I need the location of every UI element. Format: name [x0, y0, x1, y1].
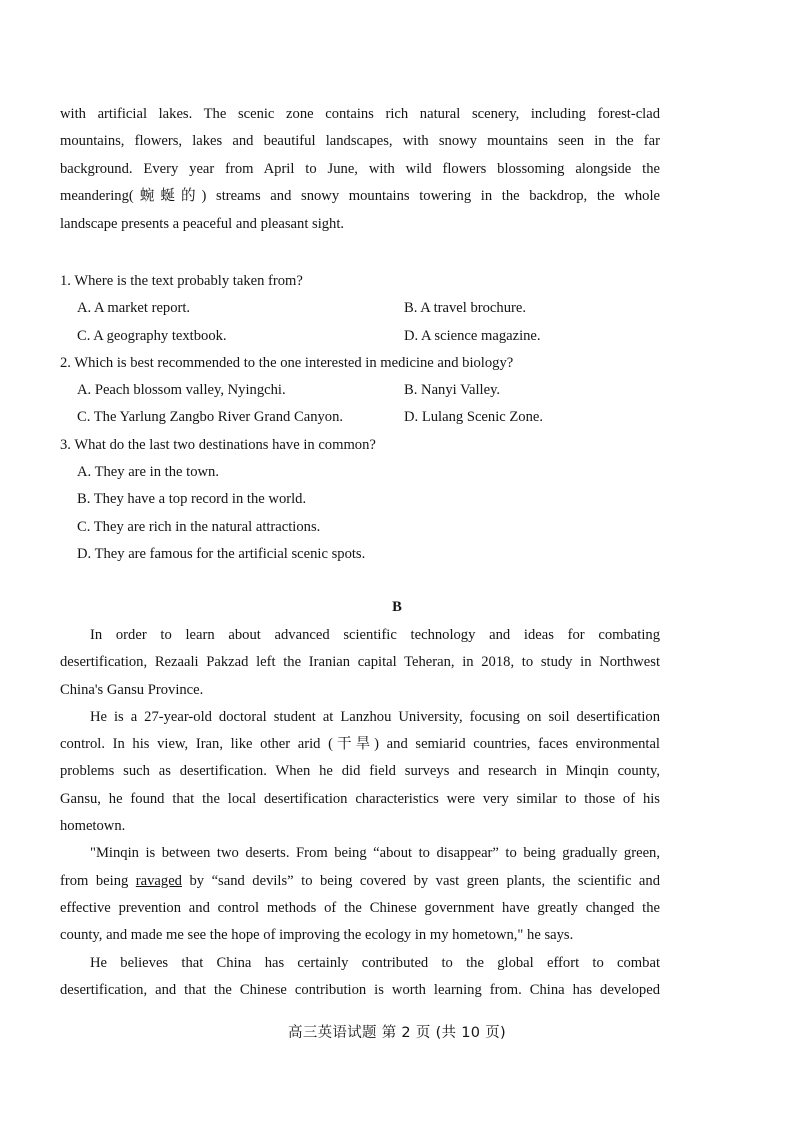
paragraph-line: county, and made me see the hope of improving the ecology in my hometown," he says.: [60, 927, 574, 944]
option-row: [60, 323, 700, 350]
paragraph-line: He is a 27-year-old doctoral student at Lanzhou University, focusing on soil desertification: [90, 708, 660, 725]
answer-option: B. Nanyi Valley.: [404, 382, 501, 399]
paragraph-line: control. In his view, Iran, like other arid (干旱) and semiarid countries, faces environmental: [60, 736, 660, 753]
passage-line: with artificial lakes. The scenic zone contains rich natural scenery, including forest-clad: [60, 106, 660, 122]
paragraph-line: desertification, and that the Chinese contribution is worth learning from. China has developed: [60, 981, 660, 998]
answer-option: D. Lulang Scenic Zone.: [404, 409, 544, 426]
answer-option: C. A geography textbook.: [77, 327, 227, 344]
underlined-word: ravaged: [135, 872, 182, 889]
answer-option: D. A science magazine.: [404, 327, 541, 344]
passage-line: landscape presents a peaceful and pleasant sight.: [60, 215, 345, 232]
question-stem: 2. Which is best recommended to the one interested in medicine and biology?: [60, 354, 514, 371]
answer-option: C. The Yarlung Zangbo River Grand Canyon.: [77, 409, 344, 426]
paragraph-line: "Minqin is between two deserts. From being “about to disappear” to being gradually green,: [90, 845, 660, 862]
passage-b: [60, 622, 660, 1004]
option-row: [60, 377, 700, 404]
line-rest: by “sand devils” to being covered by vast green plants, the scientific and: [189, 872, 660, 889]
option-row: [60, 404, 700, 431]
line-prefix: from being: [60, 872, 136, 889]
paragraph-line: Gansu, he found that the local desertification characteristics were very similar to those of his: [60, 790, 660, 807]
paragraph-line: desertification, Rezaali Pakzad left the Iranian capital Teheran, in 2018, to study in Northwest: [60, 654, 660, 671]
section-heading: B: [392, 599, 402, 615]
paragraph-line: In order to learn about advanced scientific technology and ideas for combating: [90, 627, 660, 643]
passage-line: background. Every year from April to June, with wild flowers blossoming alongside the: [60, 160, 660, 177]
passage-line: mountains, flowers, lakes and beautiful landscapes, with snowy mountains seen in the far: [60, 133, 660, 150]
passage-line: meandering(蜿蜒的) streams and snowy mountains towering in the backdrop, the whole: [60, 188, 660, 205]
question-list: [60, 268, 700, 568]
answer-option: D. They are famous for the artificial scenic spots.: [77, 545, 366, 562]
question-stem: 1. Where is the text probably taken from?: [60, 273, 303, 289]
question-stem: 3. What do the last two destinations have in common?: [60, 436, 376, 453]
answer-option: C. They are rich in the natural attractions.: [77, 518, 321, 535]
option-row: [60, 295, 700, 322]
paragraph-line: effective prevention and control methods of the Chinese government have greatly changed the: [60, 899, 660, 916]
paragraph-line: [60, 868, 660, 895]
answer-option: A. A market report.: [77, 300, 191, 317]
paragraph-line: hometown.: [60, 818, 126, 835]
paragraph-line: He believes that China has certainly contributed to the global effort to combat: [90, 954, 660, 971]
answer-option: B. A travel brochure.: [404, 300, 526, 317]
answer-option: A. They are in the town.: [77, 464, 219, 481]
passage-a-continuation: [60, 101, 660, 238]
answer-option: B. They have a top record in the world.: [77, 491, 307, 508]
answer-option: A. Peach blossom valley, Nyingchi.: [77, 382, 286, 399]
paragraph-line: China's Gansu Province.: [60, 681, 204, 698]
paragraph-line: problems such as desertification. When he did field surveys and research in Minqin county,: [60, 763, 660, 780]
page-footer: 高三英语试题 第 2 页 (共 10 页): [288, 1025, 506, 1041]
